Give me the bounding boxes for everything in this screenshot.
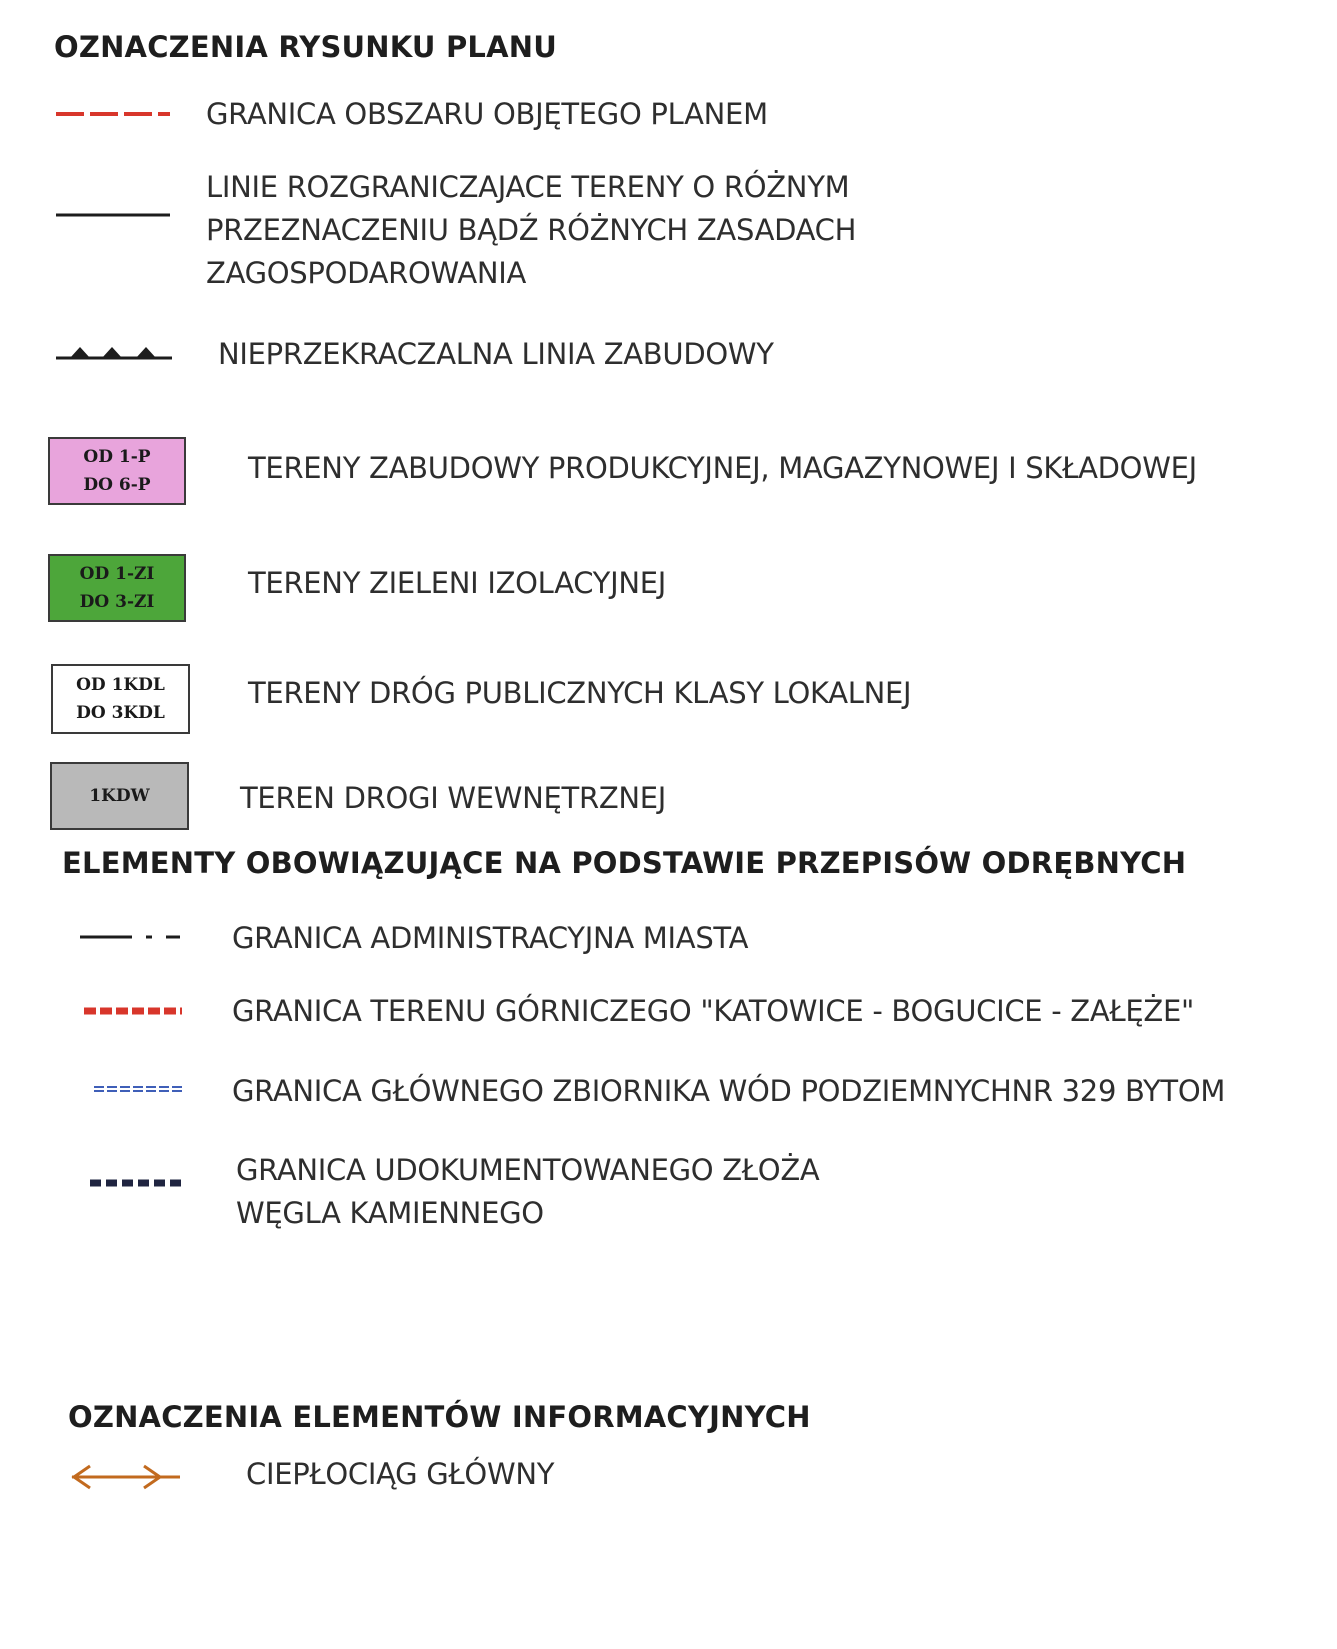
- green-code-from: OD 1-ZI: [79, 564, 155, 584]
- section-title-informational: OZNACZENIA ELEMENTÓW INFORMACYJNYCH: [68, 1400, 811, 1434]
- triangle-marker: [136, 347, 156, 358]
- local-roads-code-from: OD 1KDL: [76, 675, 165, 695]
- coal-deposit-label-line-1: GRANICA UDOKUMENTOWANEGO ZŁOŻA: [236, 1153, 820, 1187]
- plan-boundary-symbol: [56, 108, 170, 120]
- triangle-marker: [70, 347, 90, 358]
- green-area-label: TERENY ZIELENI IZOLACYJNEJ: [248, 566, 666, 600]
- production-area-swatch: [48, 437, 186, 505]
- section-title-plan: OZNACZENIA RYSUNKU PLANU: [54, 30, 557, 64]
- city-boundary-label: GRANICA ADMINISTRACYJNA MIASTA: [232, 921, 749, 955]
- local-roads-label: TERENY DRÓG PUBLICZNYCH KLASY LOKALNEJ: [248, 676, 912, 710]
- coal-deposit-symbol: [90, 1178, 184, 1188]
- demarcation-label-line-1: LINIE ROZGRANICZAJACE TERENY O RÓŻNYM: [206, 170, 850, 204]
- demarcation-label-line-3: ZAGOSPODAROWANIA: [206, 256, 527, 290]
- production-code-to: DO 6-P: [83, 475, 151, 495]
- coal-deposit-label-line-2: WĘGLA KAMIENNEGO: [236, 1196, 544, 1230]
- city-boundary-symbol: [80, 932, 192, 942]
- green-code-to: DO 3-ZI: [79, 592, 155, 612]
- local-roads-code-to: DO 3KDL: [76, 703, 165, 723]
- groundwater-symbol: [94, 1084, 182, 1094]
- building-line-symbol: [56, 342, 172, 362]
- demarcation-line-symbol: [56, 211, 170, 219]
- triangle-marker: [102, 347, 122, 358]
- internal-road-swatch: [50, 762, 189, 830]
- demarcation-label-line-2: PRZEZNACZENIU BĄDŹ RÓŻNYCH ZASADACH: [206, 213, 857, 247]
- heat-pipeline-label: CIEPŁOCIĄG GŁÓWNY: [246, 1457, 555, 1491]
- building-line-label: NIEPRZEKRACZALNA LINIA ZABUDOWY: [218, 337, 774, 371]
- production-area-label: TERENY ZABUDOWY PRODUKCYJNEJ, MAGAZYNOWEJ I SKŁADOWEJ: [248, 451, 1197, 485]
- mining-area-symbol: [84, 1006, 182, 1016]
- local-roads-swatch: [51, 664, 190, 734]
- production-code-from: OD 1-P: [83, 447, 151, 467]
- internal-road-label: TEREN DROGI WEWNĘTRZNEJ: [240, 781, 667, 815]
- green-area-swatch: [48, 554, 186, 622]
- section-title-regulations: ELEMENTY OBOWIĄZUJĄCE NA PODSTAWIE PRZEPISÓW ODRĘBNYCH: [62, 846, 1187, 880]
- plan-boundary-label: GRANICA OBSZARU OBJĘTEGO PLANEM: [206, 97, 768, 131]
- heat-pipeline-symbol: [66, 1462, 184, 1492]
- mining-area-label: GRANICA TERENU GÓRNICZEGO "KATOWICE - BOGUCICE - ZAŁĘŻE": [232, 994, 1195, 1028]
- groundwater-label: GRANICA GŁÓWNEGO ZBIORNIKA WÓD PODZIEMNYCHNR 329 BYTOM: [232, 1074, 1226, 1108]
- internal-road-code: 1KDW: [89, 786, 150, 806]
